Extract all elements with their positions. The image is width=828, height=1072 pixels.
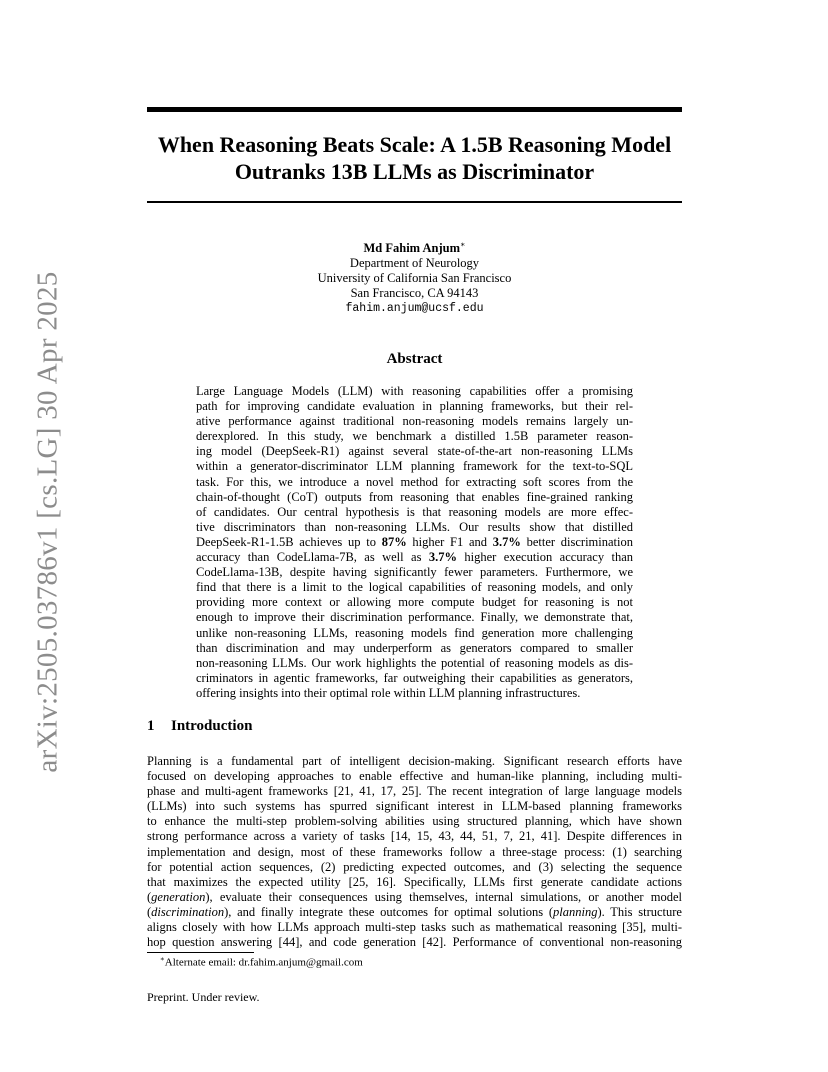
intro-line: to enhance the multi-step problem-solving abilities using structured planning, which have shown (147, 814, 682, 829)
abstract-line: task. For this, we introduce a novel method for extracting soft scores from the (196, 474, 633, 489)
intro-line (147, 890, 682, 905)
intro-line (147, 905, 682, 920)
intro-line: focused on developing approaches to enable effective and human-like planning, including multi- (147, 769, 682, 784)
abstract-line: CodeLlama-13B, despite having significantly fewer parameters. Furthermore, we (196, 565, 633, 580)
author-department: Department of Neurology (349, 256, 480, 271)
abstract-line: enough to improve their discrimination performance. Finally, we demonstrate that, (196, 610, 633, 625)
abstract-text: higher execution accuracy than (456, 550, 633, 565)
abstract-line: within a generator-discriminator LLM planning framework for the text-to-SQL (196, 459, 633, 474)
intro-line: that maximizes the expected utility [25, 16]. Specifically, LLMs first generate candidate actions (147, 874, 682, 889)
intro-line: Planning is a fundamental part of intelligent decision-making. Significant research efforts have (147, 754, 682, 768)
intro-text: ), evaluate their consequences using themselves, internal simulations, or another model (205, 889, 682, 904)
intro-line: for potential action sequences, (2) predicting expected outcomes, and (3) selecting the sequence (147, 859, 682, 874)
intro-line: aligns closely with how LLMs approach multi-step tasks such as mathematical reasoning [35], multi- (147, 920, 682, 935)
title-top-rule (147, 107, 682, 112)
abstract-text: higher F1 and (406, 534, 493, 549)
intro-emphasis: generation (151, 889, 206, 904)
intro-line: strong performance across a variety of tasks [14, 15, 43, 44, 51, 7, 21, 41]. Despite differences in (147, 829, 682, 844)
intro-line: hop question answering [44], and code generation [42]. Performance of conventional non-reasoning (147, 935, 682, 950)
footnote-rule (147, 952, 254, 953)
abstract-emphasis: 3.7% (428, 550, 457, 565)
title-line-1: When Reasoning Beats Scale: A 1.5B Reasoning Model (157, 132, 672, 157)
abstract-text: DeepSeek-R1-1.5B achieves up to (196, 534, 382, 549)
intro-emphasis: planning (553, 904, 598, 919)
author-block (147, 237, 682, 316)
abstract-line: offering insights into their optimal role within LLM planning infrastructures. (196, 685, 581, 700)
arxiv-identifier: arXiv:2505.03786v1 [cs.LG] 30 Apr 2025 (31, 271, 64, 773)
intro-text: ), and finally integrate these outcomes for optimal solutions ( (224, 904, 554, 919)
abstract-line (196, 535, 633, 550)
abstract-emphasis: 87% (381, 534, 407, 549)
abstract-body (196, 384, 633, 701)
section-heading (147, 718, 252, 735)
abstract-line: of candidates. Our central hypothesis is that reasoning models are more effec- (196, 504, 633, 519)
abstract-line: tive discriminators than non-reasoning LLMs. Our results show that distilled (196, 519, 633, 534)
intro-emphasis: discrimination (151, 904, 225, 919)
abstract-line: chain-of-thought (CoT) outputs from reasoning that enables fine-grained ranking (196, 489, 633, 504)
intro-text: ). This structure (597, 904, 682, 919)
abstract-text: better discrimination (520, 534, 633, 549)
intro-line: implementation and design, most of these frameworks follow a three-stage process: (1) searching (147, 844, 682, 859)
abstract-line: Large Language Models (LLM) with reasoning capabilities offer a promising (196, 384, 633, 398)
author-email: fahim.anjum@ucsf.edu (345, 302, 484, 316)
author-university: University of California San Francisco (317, 271, 512, 286)
abstract-line: criminators in agentic frameworks, far outweighing their capabilities as generators, (196, 670, 633, 685)
author-location: San Francisco, CA 94143 (350, 286, 479, 301)
abstract-line: path for improving candidate evaluation in planning frameworks, but their rel- (196, 399, 633, 414)
intro-line: (LLMs) into such systems has spurred significant interest in LLM-based planning frameworks (147, 799, 682, 814)
abstract-line: ing model (DeepSeek-R1) against several state-of-the-art non-reasoning LLMs (196, 444, 633, 459)
title-bottom-rule (147, 201, 682, 203)
page-footer: Preprint. Under review. (147, 990, 260, 1004)
intro-text: ( (147, 889, 152, 904)
abstract-line: providing more context or allowing more compute budget for reasoning is not (196, 595, 633, 610)
abstract-line: derexplored. In this study, we benchmark a distilled 1.5B parameter reason- (196, 429, 633, 444)
intro-body (147, 754, 682, 950)
abstract-line: than discrimination and may underperform as generators compared to smaller (196, 640, 633, 655)
intro-line: phase and multi-agent frameworks [21, 41, 17, 25]. The recent integration of large language models (147, 784, 682, 799)
intro-text: ( (147, 904, 152, 919)
author-footnote-mark: ∗ (460, 240, 466, 249)
abstract-emphasis: 3.7% (492, 534, 521, 549)
section-number: 1 (147, 718, 155, 734)
abstract-line: unlike non-reasoning LLMs, reasoning models find generation more challenging (196, 625, 633, 640)
footnote-mark: ∗ (160, 955, 165, 963)
footnote (160, 955, 363, 969)
abstract-line: ative performance against traditional non-reasoning models remains largely un- (196, 414, 633, 429)
abstract-text: accuracy than CodeLlama-7B, as well as (196, 550, 429, 565)
abstract-line (196, 550, 633, 565)
section-title: Introduction (171, 718, 253, 734)
title-line-2: Outranks 13B LLMs as Discriminator (234, 159, 595, 184)
paper-title (147, 131, 682, 185)
abstract-line: non-reasoning LLMs. Our work highlights the potential of reasoning models as dis- (196, 655, 633, 670)
abstract-heading: Abstract (386, 351, 443, 367)
abstract-line: find that there is a limit to the logical capabilities of reasoning models, and only (196, 580, 633, 595)
footnote-text: Alternate email: dr.fahim.anjum@gmail.com (164, 956, 363, 969)
author-name: Md Fahim Anjum (363, 241, 461, 256)
